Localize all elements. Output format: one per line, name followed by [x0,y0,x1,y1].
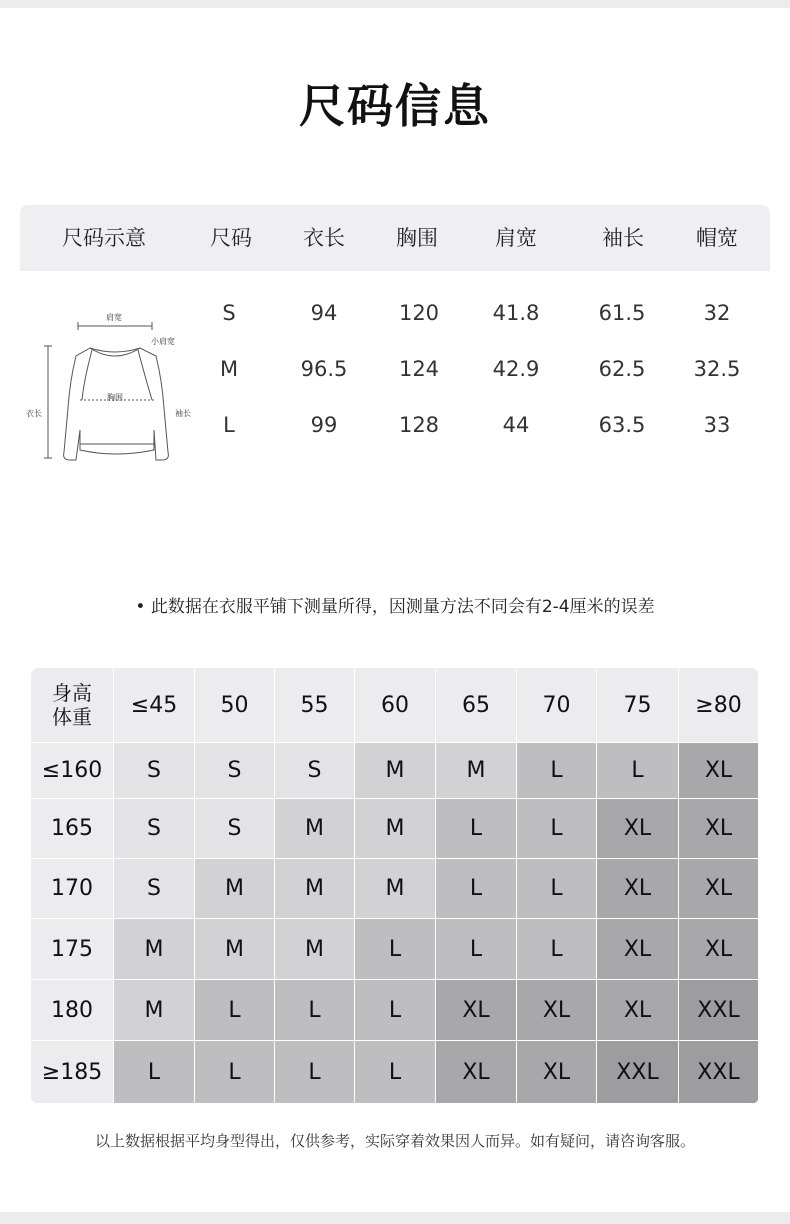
measurement-table-header [20,205,770,271]
sweater-outline-icon [20,300,200,470]
cell-size: S [222,301,236,325]
size-cell: M [195,859,275,919]
header-size-illustration: 尺码示意 [62,226,146,250]
size-cell: L [195,980,275,1041]
size-cell: L [195,1041,275,1104]
size-cell: XXL [597,1041,679,1104]
cell-length: 94 [310,301,338,325]
size-cell: S [114,743,195,799]
weight-header: ≥80 [679,668,759,743]
size-recommendation-grid [31,668,759,1104]
cell-length: 96.5 [300,357,348,381]
cell-hood-width: 32 [703,301,731,325]
size-cell: M [195,919,275,980]
size-cell: XL [597,980,679,1041]
cell-length: 99 [310,413,338,437]
header-sleeve: 袖长 [602,226,644,250]
cell-shoulder: 44 [502,413,530,437]
size-cell: L [436,919,517,980]
size-cell: M [355,799,436,859]
size-cell: L [436,859,517,919]
cell-shoulder: 42.9 [492,357,540,381]
size-cell: L [597,743,679,799]
size-cell: XXL [679,980,759,1041]
weight-header: 70 [517,668,597,743]
size-cell: XL [679,743,759,799]
diagram-label-shoulder: 肩宽 [106,313,122,322]
size-cell: M [114,980,195,1041]
cell-size: M [219,357,239,381]
size-cell: L [114,1041,195,1104]
size-cell: M [275,919,355,980]
size-cell: XL [436,1041,517,1104]
cell-chest: 128 [398,413,440,437]
header-chest: 胸围 [396,226,438,250]
size-cell: XL [517,980,597,1041]
page-title: 尺码信息 [299,79,491,133]
size-cell: XL [597,799,679,859]
cell-sleeve: 62.5 [598,357,646,381]
size-cell: XL [679,799,759,859]
weight-header: 50 [195,668,275,743]
cell-shoulder: 41.8 [492,301,540,325]
diagram-label-sleeve: 袖长 [175,409,191,418]
size-cell: S [114,799,195,859]
size-cell: L [517,919,597,980]
cell-size: L [223,413,235,437]
cell-chest: 120 [398,301,440,325]
size-cell: S [195,799,275,859]
size-cell: M [436,743,517,799]
height-header: 180 [31,980,114,1041]
size-cell: L [355,919,436,980]
height-header: ≥185 [31,1041,114,1104]
size-cell: XL [679,919,759,980]
size-cell: XL [679,859,759,919]
diagram-label-small-shoulder: 小肩宽 [151,337,175,346]
height-header: 175 [31,919,114,980]
bottom-strip [0,1212,790,1224]
weight-header: 65 [436,668,517,743]
size-cell: L [517,743,597,799]
size-cell: M [355,859,436,919]
size-cell: XXL [679,1041,759,1104]
cell-chest: 124 [398,357,440,381]
size-cell: XL [597,919,679,980]
size-cell: L [355,1041,436,1104]
weight-header: ≤45 [114,668,195,743]
size-cell: M [275,859,355,919]
weight-header: 60 [355,668,436,743]
cell-sleeve: 61.5 [598,301,646,325]
size-cell: XL [436,980,517,1041]
size-cell: L [275,980,355,1041]
size-cell: L [517,859,597,919]
footer-note: 以上数据根据平均身型得出，仅供参考，实际穿着效果因人而异。如有疑问，请咨询客服。 [94,1132,695,1150]
header-length: 衣长 [303,226,345,250]
size-cell: XL [517,1041,597,1104]
size-cell: L [517,799,597,859]
diagram-label-chest: 胸围 [107,393,123,402]
corner-height-label: 身高 [52,681,92,705]
header-size: 尺码 [210,226,252,250]
header-shoulder: 肩宽 [495,226,537,250]
cell-sleeve: 63.5 [598,413,646,437]
weight-header: 55 [275,668,355,743]
size-cell: S [195,743,275,799]
size-cell: M [355,743,436,799]
cell-hood-width: 32.5 [693,357,741,381]
size-cell: M [114,919,195,980]
measurement-note: • 此数据在衣服平铺下测量所得，因测量方法不同会有2-4厘米的误差 [135,597,655,617]
cell-hood-width: 33 [703,413,731,437]
sweater-size-diagram [20,300,200,470]
height-header: 170 [31,859,114,919]
size-cell: L [436,799,517,859]
corner-weight-label: 体重 [52,705,92,729]
size-cell: L [275,1041,355,1104]
height-header: ≤160 [31,743,114,799]
size-cell: S [275,743,355,799]
grid-corner [31,668,114,743]
size-cell: S [114,859,195,919]
header-hood-width: 帽宽 [696,226,738,250]
size-cell: XL [597,859,679,919]
top-strip [0,0,790,8]
size-cell: L [355,980,436,1041]
size-cell: M [275,799,355,859]
weight-header: 75 [597,668,679,743]
diagram-label-length: 衣长 [26,409,42,418]
height-header: 165 [31,799,114,859]
